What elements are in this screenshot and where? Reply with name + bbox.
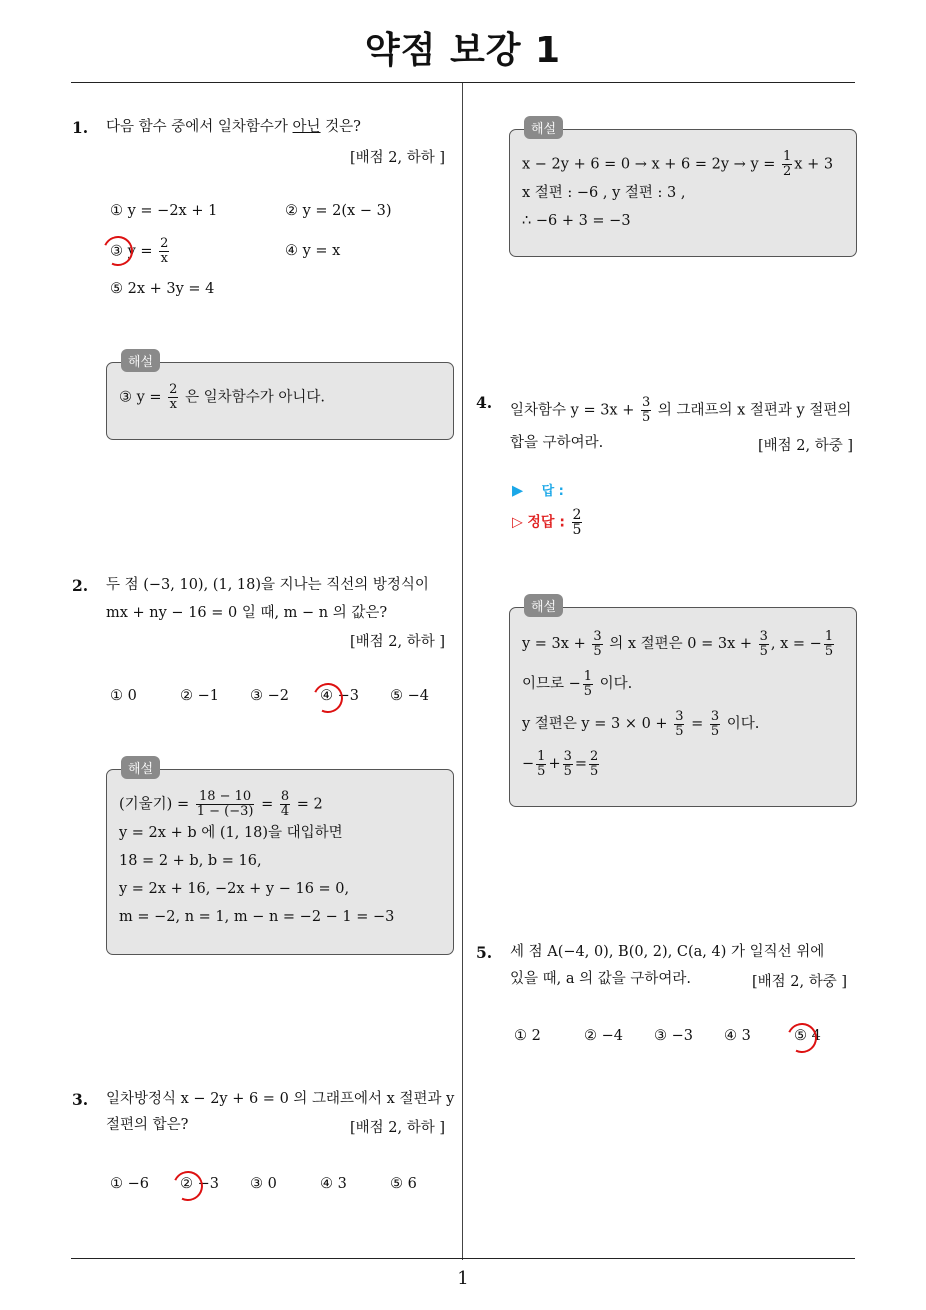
denominator: x: [160, 251, 168, 266]
denominator: 5: [590, 763, 599, 779]
solution-line: [522, 664, 836, 704]
footer-rule: [71, 1258, 855, 1259]
fraction: [641, 396, 651, 425]
answer-label: 답 :: [541, 484, 564, 499]
denominator: 5: [563, 763, 572, 779]
numerator: 8: [280, 789, 290, 804]
fraction: [280, 790, 290, 819]
option-4[interactable]: ④ 3: [320, 1176, 347, 1192]
numerator: 18 − 10: [196, 790, 255, 805]
solution-line: ∴ −6 + 3 = −3: [522, 213, 631, 229]
solution-text: x − 2y + 6 = 0 → x + 6 = 2y → y =: [522, 156, 776, 173]
page-title: 약점 보강 1: [364, 30, 562, 71]
question-text-part: 의 그래프의 x 절편과 y 절편의: [657, 402, 852, 419]
question-text-line1: 세 점 A(−4, 0), B(0, 2), C(a, 4) 가 일직선 위에: [510, 944, 825, 960]
question-text-line2: 절편의 합은?: [106, 1117, 189, 1133]
fraction: [159, 237, 169, 266]
fraction: [196, 790, 255, 819]
question-number: 4.: [476, 393, 493, 412]
question-number: 1.: [72, 118, 89, 137]
question-text-line1: 두 점 (−3, 10), (1, 18)을 지나는 직선의 방정식이: [106, 577, 429, 593]
solution-text: 의 x 절편은 0 = 3x +: [609, 636, 753, 652]
score-meta: [배점 2, 하중 ]: [758, 438, 854, 454]
solution-box: [106, 355, 454, 440]
option-2[interactable]: ② −4: [584, 1028, 623, 1044]
option-5[interactable]: ⑤ 4: [794, 1028, 821, 1044]
numerator: 1: [783, 149, 792, 164]
option-1[interactable]: ① 0: [110, 688, 137, 704]
score-meta: [배점 2, 하하 ]: [350, 1120, 446, 1136]
denominator: 5: [583, 683, 593, 699]
fraction: [759, 630, 769, 659]
fraction: [782, 150, 792, 179]
denominator: 5: [759, 643, 768, 659]
question-text-line2: 합을 구하여라.: [510, 435, 604, 451]
numerator: 3: [675, 708, 684, 724]
solution-box: [509, 600, 857, 807]
option-4[interactable]: ④ −3: [320, 688, 359, 704]
fraction: [824, 630, 834, 659]
score-meta: [배점 2, 하중 ]: [752, 974, 848, 990]
option-3[interactable]: ③ −2: [250, 688, 289, 704]
solution-box: [509, 122, 857, 257]
numerator: 2: [169, 382, 178, 397]
option-label: ③ y =: [110, 243, 153, 260]
solution-text: =: [574, 756, 588, 772]
solution-tag: 해설: [121, 756, 160, 779]
option-2[interactable]: ② −1: [180, 688, 219, 704]
solution-text: +: [548, 756, 561, 772]
fraction: [563, 750, 573, 779]
question-text-part: 일차함수 y = 3x +: [510, 402, 635, 419]
solution-tag: 해설: [524, 594, 563, 617]
correct-answer-row: [512, 508, 584, 537]
denominator: 5: [675, 723, 684, 739]
denominator: 5: [572, 522, 582, 538]
denominator: 4: [280, 804, 290, 819]
solution-text: =: [691, 716, 704, 732]
numerator: 2: [160, 236, 169, 251]
answer-input-row[interactable]: [512, 480, 564, 499]
numerator: 3: [641, 395, 651, 410]
question-text-line2: mx + ny − 16 = 0 일 때, m − n 의 값은?: [106, 605, 388, 621]
fraction: [710, 710, 720, 739]
solution-text: ③ y =: [119, 389, 162, 406]
outline-arrow-icon: ▷: [512, 514, 523, 531]
solution-text: x + 3: [794, 156, 834, 173]
solution-line: y = 2x + 16, −2x + y − 16 = 0,: [119, 881, 350, 897]
solution-text: 이므로 −: [522, 676, 581, 692]
denominator: 5: [710, 723, 720, 739]
solution-text: , x = −: [770, 636, 822, 652]
numerator: 1: [583, 668, 593, 684]
fraction: [592, 630, 602, 659]
solution-line: [522, 150, 833, 179]
page-number: 1: [457, 1268, 469, 1289]
fraction: [536, 750, 546, 779]
solution-body: [522, 150, 833, 235]
fraction: [674, 710, 684, 739]
solution-line: x 절편 : −6 , y 절편 : 3 ,: [522, 185, 686, 201]
numerator: 2: [590, 748, 599, 764]
numerator: 2: [572, 507, 582, 523]
score-meta: [배점 2, 하하 ]: [350, 634, 446, 650]
solution-body: [522, 624, 836, 784]
question-text-line2: 있을 때, a 의 값을 구하여라.: [510, 971, 691, 987]
solution-box: [106, 762, 454, 955]
solution-line: 18 = 2 + b, b = 16,: [119, 853, 262, 869]
solution-tag: 해설: [121, 349, 160, 372]
numerator: 1: [824, 628, 834, 644]
option-3[interactable]: ③ 0: [250, 1176, 277, 1192]
numerator: 3: [593, 628, 602, 644]
numerator: 3: [563, 748, 572, 764]
solution-line: [522, 704, 836, 744]
option-5[interactable]: ⑤ 6: [390, 1176, 417, 1192]
solution-text: = 2: [296, 796, 323, 813]
denominator: 5: [593, 643, 602, 659]
solution-tag: 해설: [524, 116, 563, 139]
solution-text: =: [261, 796, 274, 813]
option-2[interactable]: ② y = 2(x − 3): [285, 203, 392, 219]
option-5[interactable]: ⑤ −4: [390, 688, 429, 704]
solution-text: y = 3x +: [522, 636, 586, 652]
question-text-line1: [510, 396, 851, 425]
fraction: [583, 670, 593, 699]
answer-circle-mark: [783, 1019, 821, 1057]
solution-text: 이다.: [599, 676, 633, 692]
question-number: 2.: [72, 576, 89, 595]
fraction: [589, 750, 599, 779]
solution-text: y 절편은 y = 3 × 0 +: [522, 716, 668, 732]
numerator: 1: [537, 748, 546, 764]
denominator: 5: [641, 410, 651, 425]
solution-line: y = 2x + b 에 (1, 18)을 대입하면: [119, 825, 343, 841]
option-1[interactable]: ① −6: [110, 1176, 149, 1192]
header-rule: [71, 82, 855, 83]
answer-circle-mark: [169, 1167, 207, 1205]
option-1[interactable]: ① 2: [514, 1028, 541, 1044]
numerator: 3: [710, 708, 720, 724]
denominator: 1 − (−3): [196, 804, 254, 819]
score-meta: [배점 2, 하하 ]: [350, 150, 446, 166]
solution-text: (기울기) =: [119, 796, 190, 813]
solution-text: 이다.: [726, 716, 760, 732]
question-text-part: 다음 함수 중에서 일차함수가: [106, 119, 293, 135]
numerator: 3: [759, 628, 768, 644]
option-2[interactable]: ② −3: [180, 1176, 219, 1192]
denominator: x: [169, 397, 177, 412]
option-4[interactable]: ④ 3: [724, 1028, 751, 1044]
question-text: [106, 114, 361, 140]
question-number: 5.: [476, 943, 493, 962]
correct-label: 정답 :: [527, 514, 565, 531]
solution-line: [119, 790, 394, 819]
question-number: 3.: [72, 1090, 89, 1109]
question-text-part: 것은?: [320, 119, 361, 135]
solution-line: [522, 624, 836, 664]
solution-text: −: [522, 756, 535, 772]
solution-text: 은 일차함수가 아니다.: [185, 389, 325, 406]
answer-circle-mark: [309, 679, 347, 717]
option-1[interactable]: ① y = −2x + 1: [110, 203, 218, 219]
denominator: 5: [824, 643, 834, 659]
option-3[interactable]: ③ −3: [654, 1028, 693, 1044]
solution-body: [119, 383, 325, 412]
fraction: [168, 383, 178, 412]
question-text-line1: 일차방정식 x − 2y + 6 = 0 의 그래프에서 x 절편과 y: [106, 1091, 455, 1107]
denominator: 5: [537, 763, 546, 779]
column-divider: [462, 83, 463, 1260]
underlined-word: 아닌: [292, 119, 321, 135]
solution-line: [522, 744, 836, 784]
denominator: 2: [783, 164, 792, 179]
play-arrow-icon: ▶: [512, 483, 524, 499]
solution-body: [119, 790, 394, 931]
fraction: [572, 508, 583, 537]
solution-line: m = −2, n = 1, m − n = −2 − 1 = −3: [119, 909, 395, 925]
option-4[interactable]: ④ y = x: [285, 243, 341, 259]
option-5[interactable]: ⑤ 2x + 3y = 4: [110, 281, 215, 297]
